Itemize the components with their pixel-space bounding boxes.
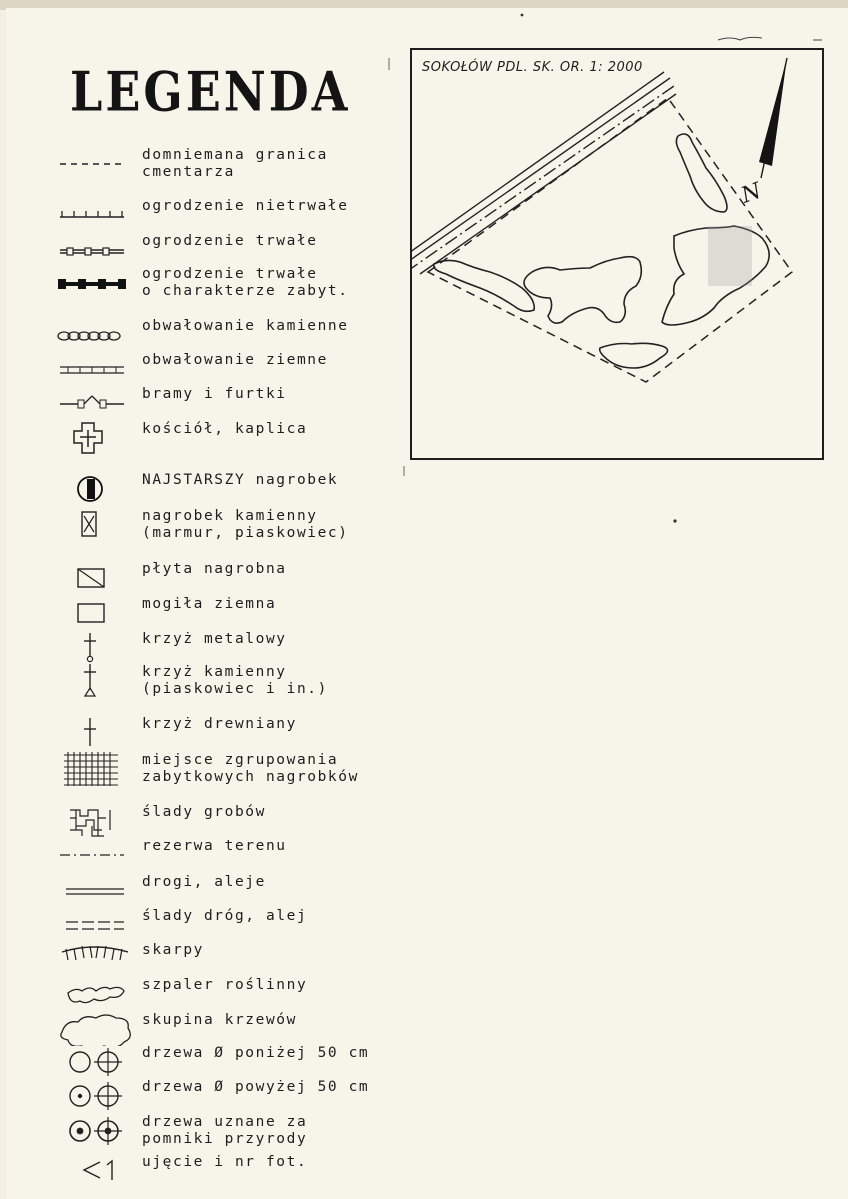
- legend-title: LEGENDA: [70, 60, 351, 124]
- legend-item-label: krzyż metalowy: [142, 631, 287, 647]
- legend-item-label: ślady grobów: [142, 804, 266, 820]
- legend-item-label: nagrobek kamienny (marmur, piaskowiec): [142, 508, 349, 541]
- legend-item-label: ogrodzenie trwałe o charakterze zabyt.: [142, 266, 349, 299]
- legend-item-label: domniemana granica cmentarza: [142, 147, 328, 180]
- legend-item-label: bramy i furtki: [142, 386, 287, 402]
- legend-item-label: skarpy: [142, 942, 204, 958]
- legend-item-label: drogi, aleje: [142, 874, 266, 890]
- legend-item-label: rezerwa terenu: [142, 838, 287, 854]
- legend-item-label: płyta nagrobna: [142, 561, 287, 577]
- north-label: N: [738, 178, 765, 209]
- legend-item-label: obwałowanie ziemne: [142, 352, 328, 368]
- legend-item-label: krzyż drewniany: [142, 716, 297, 732]
- legend-item-label: NAJSTARSZY nagrobek: [142, 472, 339, 488]
- legend-item-label: drzewa uznane za pomniki przyrody: [142, 1114, 308, 1147]
- legend-item-label: drzewa Ø poniżej 50 cm: [142, 1045, 370, 1061]
- map-caption: SOKOŁÓW PDL. SK. OR. 1: 2000: [422, 60, 643, 75]
- legend-item-label: miejsce zgrupowania zabytkowych nagrobków: [142, 752, 359, 785]
- legend-item-label: ujęcie i nr fot.: [142, 1154, 308, 1170]
- legend-item-label: drzewa Ø powyżej 50 cm: [142, 1079, 370, 1095]
- legend-item-label: mogiła ziemna: [142, 596, 277, 612]
- legend-item-label: ogrodzenie nietrwałe: [142, 198, 349, 214]
- legend-item-label: krzyż kamienny (piaskowiec i in.): [142, 664, 328, 697]
- legend-item-label: ogrodzenie trwałe: [142, 233, 318, 249]
- legend-item-label: obwałowanie kamienne: [142, 318, 349, 334]
- legend-item-label: skupina krzewów: [142, 1012, 297, 1028]
- legend-item-label: kościół, kaplica: [142, 421, 308, 437]
- legend-item-label: szpaler roślinny: [142, 977, 308, 993]
- legend-item-label: ślady dróg, alej: [142, 908, 308, 924]
